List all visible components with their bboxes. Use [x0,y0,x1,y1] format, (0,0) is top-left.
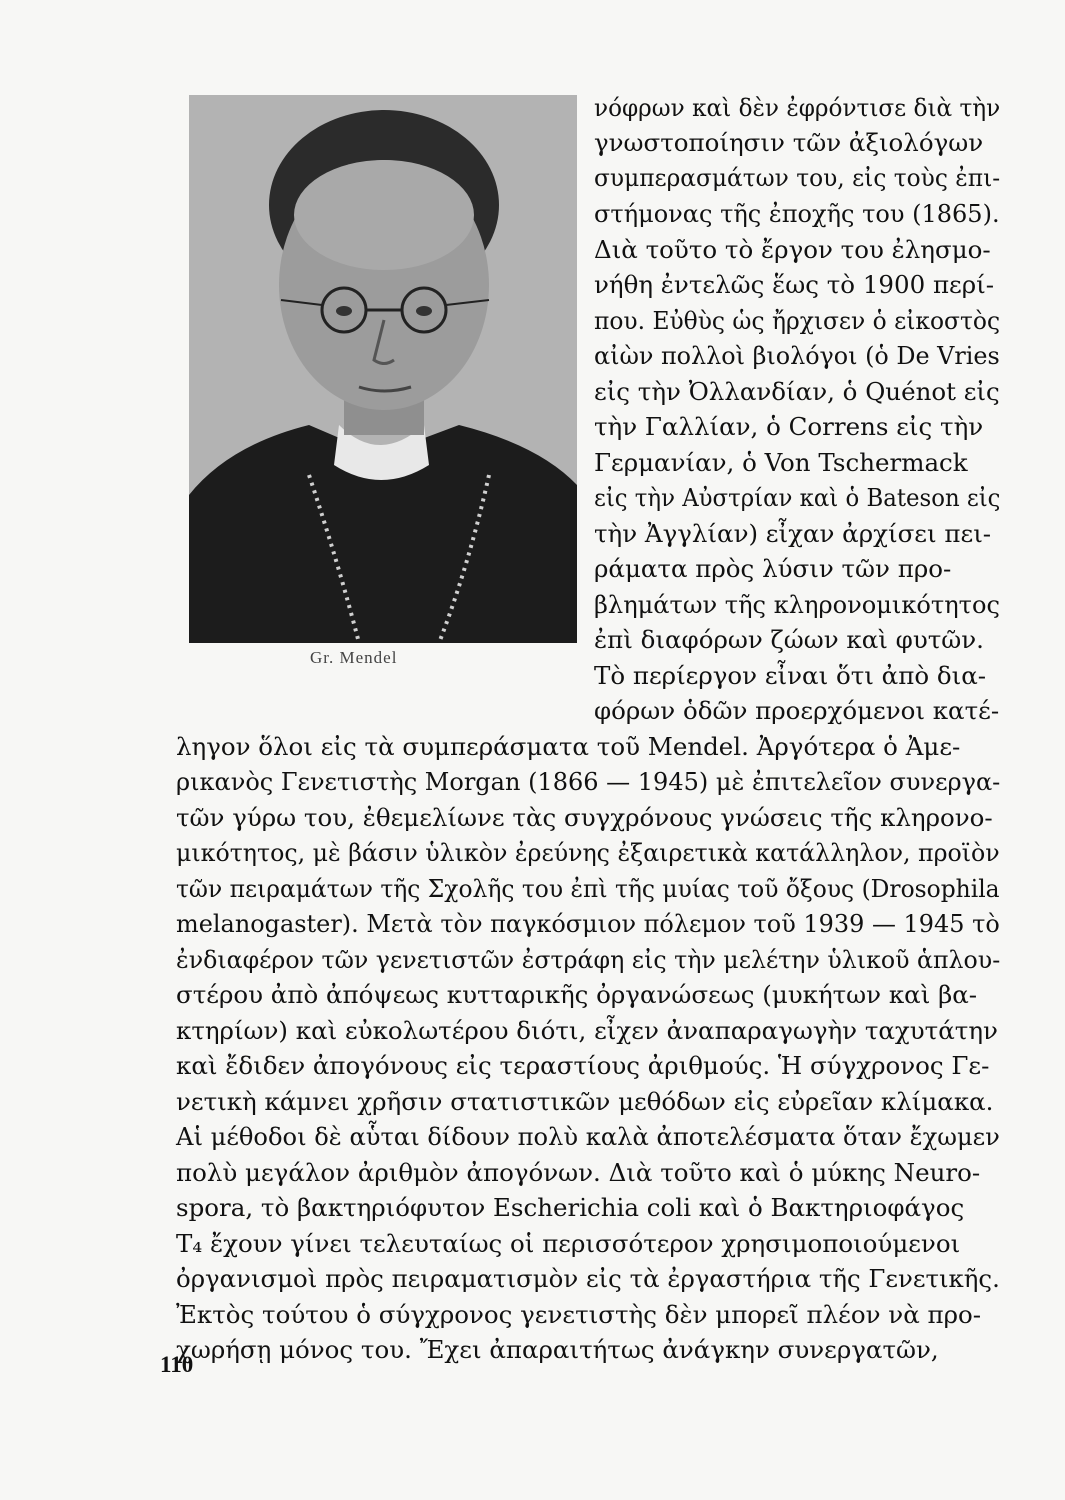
text-line: ρικανὸς Γενετιστὴς Morgan (1866 — 1945) μὲ ἐπιτελεῖον συνεργα- [176,767,1001,796]
text-line: τῶν γύρω του, ἐθεμελίωνε τὰς συγχρόνους γνώσεις τῆς κληρονο- [176,803,993,832]
text-line: νετικὴ κάμνει χρῆσιν στατιστικῶν μεθόδων εἰς εὐρεῖαν κλίμακα. [176,1087,994,1116]
text-line: πολὺ μεγάλον ἀριθμὸν ἀπογόνων. Διὰ τοῦτο καὶ ὁ μύκης Neuro- [176,1158,981,1187]
text-line: νόφρων καὶ δὲν ἐφρόντισε διὰ τὴν [594,93,1001,122]
text-line: γνωστοποίησιν τῶν ἀξιολόγων [594,128,984,157]
text-line: που. Εὐθὺς ὡς ἤρχισεν ὁ εἰκοστὸς [594,306,1001,335]
mendel-portrait [189,95,577,643]
text-line: τῶν πειραμάτων τῆς Σχολῆς του ἐπὶ τῆς μυίας τοῦ ὄξους (Drosophila [176,874,1000,903]
text-line: ὀργανισμοὶ πρὸς πειραματισμὸν εἰς τὰ ἐργαστήρια τῆς Γενετικῆς. [176,1264,1000,1293]
text-line: συμπερασμάτων του, εἰς τοὺς ἐπι- [594,163,1001,192]
page-number: 110 [160,1352,194,1377]
text-line: τὴν Γαλλίαν, ὁ Correns εἰς τὴν [594,412,984,441]
text-line: στέρου ἀπὸ ἀπόψεως κυτταρικῆς ὀργανώσεως (μυκήτων καὶ βα- [176,980,978,1009]
text-line: νήθη ἐντελῶς ἕως τὸ 1900 περί- [594,270,995,299]
text-line: spora, τὸ βακτηριόφυτον Escherichia coli καὶ ὁ Βακτηριοφάγος [176,1193,965,1222]
text-line: εἰς τὴν Ὀλλανδίαν, ὁ Quénot εἰς [594,377,1000,406]
text-line: melanogaster). Μετὰ τὸν παγκόσμιον πόλεμον τοῦ 1939 — 1945 τὸ [176,909,1000,938]
text-line: κτηρίων) καὶ εὐκολωτέρου διότι, εἶχεν ἀναπαραγωγὴν ταχυτάτην [176,1016,998,1045]
text-line: μικότητος, μὲ βάσιν ὑλικὸν ἐρεύνης ἐξαιρετικὰ κατάλληλον, προϊὸν [176,838,1000,867]
text-line: Γερμανίαν, ὁ Von Tschermack [594,448,968,477]
text-line: φόρων ὁδῶν προερχόμενοι κατέ- [594,696,1000,725]
text-line: Ἐκτὸς τούτου ὁ σύγχρονος γενετιστὴς δὲν μπορεῖ πλέον νὰ προ- [176,1300,982,1329]
text-line: εἰς τὴν Αὐστρίαν καὶ ὁ Bateson εἰς [594,483,1001,512]
text-line: τὴν Ἀγγλίαν) εἶχαν ἀρχίσει πει- [594,519,992,548]
text-line: βλημάτων τῆς κληρονομικότητος [594,590,1000,619]
text-line: καὶ ἔδιδεν ἀπογόνους εἰς τεραστίους ἀριθμούς. Ἡ σύγχρονος Γε- [176,1051,990,1080]
text-line: ληγον ὅλοι εἰς τὰ συμπεράσματα τοῦ Mendel. Ἀργότερα ὁ Ἀμε- [176,732,961,761]
text-line: ἐπὶ διαφόρων ζώων καὶ φυτῶν. [594,625,984,654]
text-line: Διὰ τοῦτο τὸ ἔργον του ἐλησμο- [594,235,991,264]
text-line: χωρήσῃ μόνος του. Ἔχει ἀπαραιτήτως ἀνάγκην συνεργατῶν, [176,1335,939,1364]
text-line: ἐνδιαφέρον τῶν γενετιστῶν ἐστράφη εἰς τὴν μελέτην ὑλικοῦ ἁπλου- [176,945,1001,974]
portrait-drawing [189,95,577,643]
photo-caption: Gr. Mendel [310,648,398,667]
text-line: Τὸ περίεργον εἶναι ὅτι ἀπὸ δια- [594,661,987,690]
text-line: στήμονας τῆς ἐποχῆς του (1865). [594,199,1000,228]
text-line: αἰὼν πολλοὶ βιολόγοι (ὁ De Vries [594,341,1000,370]
text-line: T₄ ἔχουν γίνει τελευταίως οἱ περισσότερον χρησιμοποιούμενοι [176,1229,961,1258]
text-line: Αἱ μέθοδοι δὲ αὗται δίδουν πολὺ καλὰ ἀποτελέσματα ὅταν ἔχωμεν [176,1122,1000,1151]
text-line: ράματα πρὸς λύσιν τῶν προ- [594,554,952,583]
